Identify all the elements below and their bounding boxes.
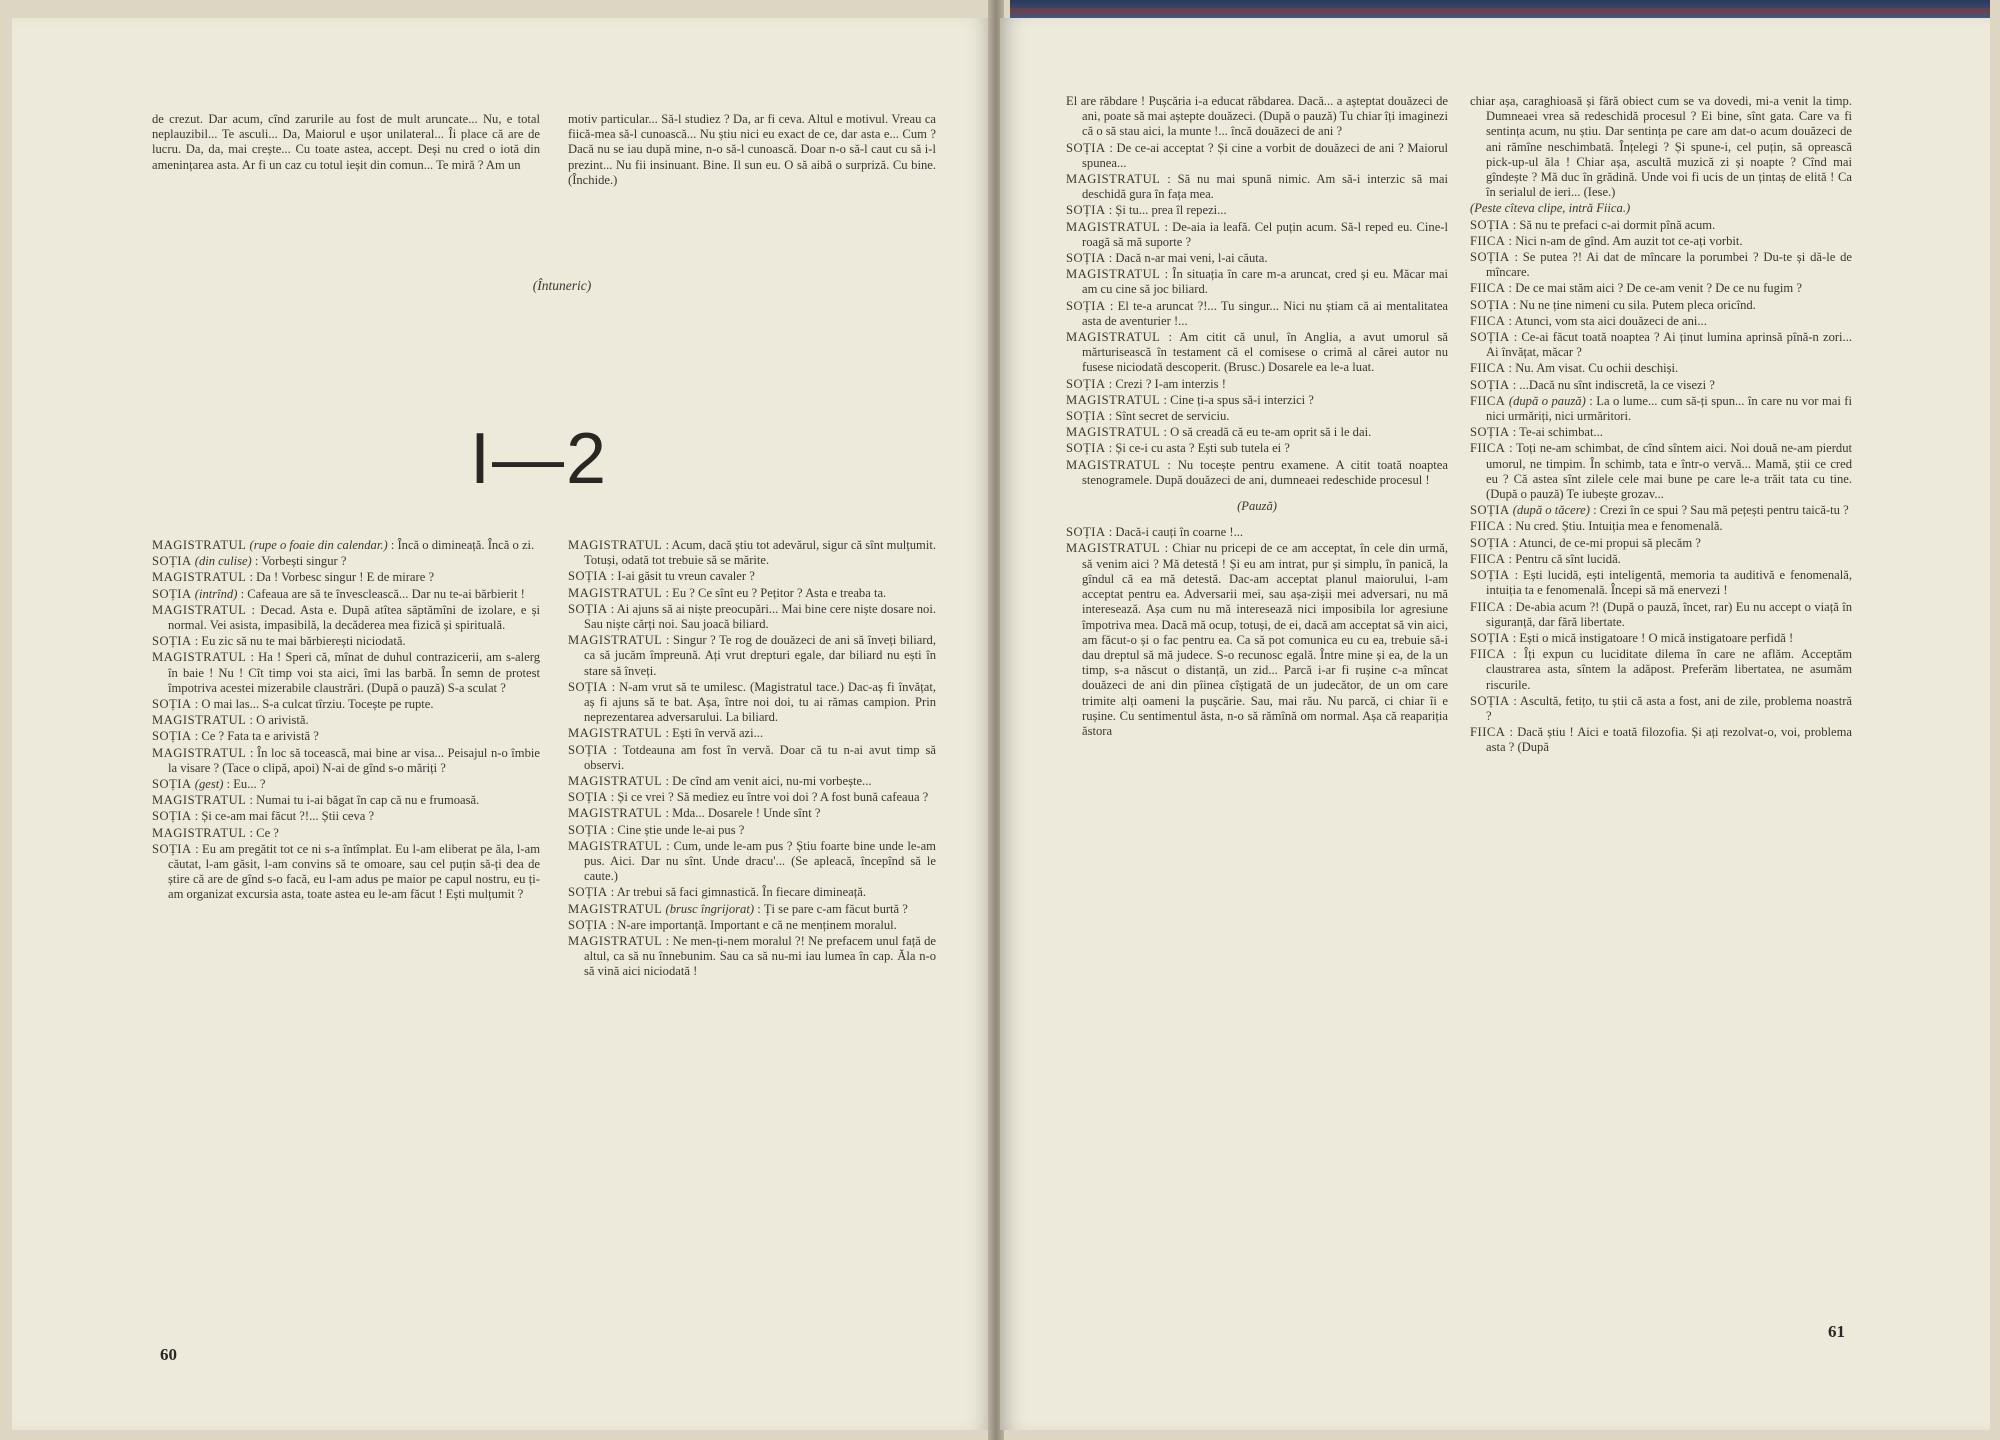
dialogue-text: : Să nu te prefaci c-ai dormit pînă acum. [1512,217,1716,232]
speaker-name: SOȚIA [1066,140,1106,155]
speaker-name: FIICA [1470,725,1506,740]
left-page [12,18,992,1430]
dialogue-line [1470,201,1852,216]
scene-number: I—2 [470,419,609,499]
left-dialogue-column-1 [152,538,540,904]
dialogue-text: : Cum, unde le-am pus ? Știu foarte bine unde le-am pus. Aici. Dar nu sînt. Unde dracu'... (Se apleacă, începînd să le caute.) [584,838,936,884]
dialogue-text: : O arivistă. [249,713,309,728]
dialogue-line [1470,647,1852,693]
dialogue-text: : Ce ? [249,825,279,840]
dialogue-text: : Ți se pare c-am făcut burtă ? [757,901,908,916]
dialogue-text: : De-abia acum ?! (După o pauză, încet, rar) Eu nu accept o viață în siguranță, dar fără libertate. [1486,599,1852,629]
stage-direction: (după o tăcere) [1512,503,1590,518]
dialogue-text: : Ai ajuns să ai niște preocupări... Mai bine cere niște dosare noi. Sau niște cărți noi. Sau joacă biliard. [584,601,936,632]
speaker-name: MAGISTRATUL [1066,172,1161,187]
dialogue-line [152,570,540,585]
dialogue-text: : Singur ? Te rog de douăzeci de ani să înveți biliard, ca să jucăm împreună. Ați vrut drepturi egale, dar biliard nu ești în stare să înveți. [584,633,936,678]
speaker-name: MAGISTRATUL [152,650,247,665]
dialogue-line [1470,519,1852,534]
speaker-name: FIICA [1470,393,1506,408]
stage-direction: (rupe o foaie din calendar.) [249,538,388,552]
speaker-name: MAGISTRATUL [568,934,663,949]
dialogue-line [1470,314,1852,329]
dialogue-text: : Sînt secret de serviciu. [1108,409,1230,424]
dialogue-text: : Eu zic să nu te mai bărbierești niciodată. [194,634,406,649]
dialogue-line [1470,361,1852,376]
dialogue-text: : La o lume... cum să-ți spun... în care nu vor mai fi nici urmăriți, nici urmăritori. [1486,393,1853,424]
dialogue-line [1066,299,1448,329]
dialogue-line [152,809,540,824]
dialogue-text: : Dacă știu ! Aici e toată filozofia. Și ați rezolvat-o, voi, problema asta ? (După [1486,725,1852,755]
speaker-name: FIICA [1470,281,1506,296]
stage-direction-dark: (Întuneric) [532,278,592,293]
dialogue-line [1470,94,1852,200]
stage-direction: (brusc îngrijorat) [665,901,755,916]
dialogue-line [152,842,540,903]
dialogue-line [1066,94,1448,140]
dialogue-line [1066,141,1448,171]
speaker-name: FIICA [1470,441,1506,456]
dialogue-line [568,918,936,933]
dialogue-line [1066,409,1448,424]
speaker-name: SOȚIA [152,586,192,601]
speaker-name: MAGISTRATUL [152,793,247,808]
speaker-name: SOȚIA [1470,693,1510,708]
dialogue-text: : Numai tu i-ai băgat în cap că nu e frumoasă. [249,793,480,808]
dialogue-line [1066,377,1448,392]
dialogue-line [568,774,936,789]
dialogue-text: : Atunci, de ce-mi propui să plecăm ? [1512,535,1701,550]
dialogue-text: : Eu... ? [226,777,266,792]
stage-direction: (gest) [194,777,224,792]
dialogue-line [568,823,936,838]
dialogue-text: : În loc să tocească, mai bine ar visa... Peisajul n-o îmbie la visare ? (Tace o clipă, apoi) N-ai de gînd s-o măriți ? [168,745,540,775]
dialogue-text: : Decad. Asta e. După atîtea săptămîni de izolare, e și normal. Vei asista, impasibilă, la decăderea mea fizică și spirituală. [168,602,541,633]
dialogue-line [152,634,540,649]
dialogue-text: : De-aia ia leafă. Cel puțin acum. Să-l reped eu. Cine-l roagă să mă suporte ? [1082,219,1448,249]
speaker-name: MAGISTRATUL [1066,541,1161,556]
dialogue-text: : De cînd am venit aici, nu-mi vorbește... [665,774,872,789]
dialogue-text: : O mai las... S-a culcat tîrziu. Tocește pe rupte. [194,697,434,712]
page-number: 60 [160,1345,177,1364]
dialogue-text: : Și ce-am mai făcut ?!... Știi ceva ? [194,809,375,824]
stage-direction: (Pauză) [1237,499,1277,514]
speaker-name: MAGISTRATUL [152,825,247,840]
speaker-name: FIICA [1470,551,1506,566]
speaker-name: SOȚIA [152,697,192,712]
dialogue-text: : Acum, dacă știu tot adevărul, sigur că sînt mulțumit. Totuși, odată tot trebuie să se mărite. [584,538,936,568]
dialogue-line [1066,220,1448,250]
speaker-name: MAGISTRATUL [568,585,663,600]
dialogue-line [1470,218,1852,233]
dialogue-line [1066,541,1448,739]
paragraph: motiv particular... Să-l studiez ? Da, ar fi ceva. Altul e motivul. Vreau ca fiică-mea să-l cunoască... Nu știu nici eu exact de ce, dar asta e... Cum ? Dacă nu se iau după mine, n-o să-l cunoască. Doar n-o să-l caut cu să i-l prezint... Nu fii insinuant. Bine. Il sun eu. O să aibă o surpriză. Cu bine. (Închide.) [568,112,936,187]
dialogue-text: : Dacă n-ar mai veni, l-ai căuta. [1108,251,1268,266]
dialogue-line [1470,631,1852,646]
speaker-name: SOȚIA [568,569,608,584]
dialogue-line [152,587,540,602]
dialogue-line [152,746,540,776]
dialogue-line [568,680,936,726]
speaker-name: FIICA [1470,233,1506,248]
dialogue-line [1470,441,1852,502]
dialogue-text: : Cine știe unde le-ai pus ? [610,822,745,837]
dialogue-line [1470,394,1852,424]
speaker-name: SOȚIA [1470,568,1510,583]
dialogue-line [1066,330,1448,376]
dialogue-text: : Și ce vrei ? Să mediez eu între voi doi ? A fost bună cafeaua ? [610,790,929,805]
dialogue-text: : El te-a aruncat ?!... Tu singur... Nici nu știam că ai mentalitatea asta de aventurier !... [1082,298,1448,328]
speaker-name: MAGISTRATUL [152,538,247,552]
dialogue-line [152,729,540,744]
speaker-name: MAGISTRATUL [568,726,663,741]
dialogue-line [568,633,936,679]
dialogue-text: : Dacă-i cauți în coarne !... [1108,525,1244,540]
speaker-name: MAGISTRATUL [1066,219,1161,234]
speaker-name: MAGISTRATUL [568,774,663,789]
dialogue-text: : Da ! Vorbesc singur ! E de mirare ? [249,570,435,585]
speaker-name: MAGISTRATUL [568,806,663,821]
dialogue-text: : De ce-ai acceptat ? Și cine a vorbit de douăzeci de ani ? Maiorul spunea... [1082,140,1448,170]
dialogue-line [152,603,540,633]
dialogue-line [152,554,540,569]
speaker-name: SOȚIA [152,841,192,856]
dialogue-text: : Chiar nu pricepi de ce am acceptat, în cele din urmă, să venim aici ? Mă detestă ! Și eu am intrat, pur și simplu, în panică, la gîndul că ea mă detestă. Dac-am acceptat planul maiorului, l-am acceptat pentru ea. Adversarii mei, sau așa-zișii mei adversari, nu mă interesează. Așa cum nu mă interesează nici imposibila lor agresiune împotriva mea. Dacă mă ocup, totuși, de ei, dacă am acceptat să vin aici, am făcut-o și o fac pentru ea. Ca să pot comunica eu cu ea, trebuie să-i dau dreptul să mă judece. S-o recunosc egală. Între mine și ea, de la un timp, s-a născut o distanță, un zid... Parcă i-ar fi rușine c-a mîncat douăzeci de ani din pîinea cîștigată de un judecător, de un om care trimite alți oameni la pușcărie. Sau, mai rău. Nu parcă, ci chiar îi e rușine. Cu sentimentul ăsta, n-o să rămînă om normal. Așa că reapariția ăstora [1082,541,1448,738]
dialogue-text: : ...Dacă nu sînt indiscretă, la ce visezi ? [1512,377,1715,392]
speaker-name: FIICA [1470,647,1506,662]
speaker-name: FIICA [1470,313,1506,328]
speaker-name: MAGISTRATUL [1066,267,1161,282]
speaker-name: FIICA [1470,599,1506,614]
left-dialogue-column-2 [568,538,936,981]
speaker-name: SOȚIA [1470,535,1510,550]
dialogue-line [1066,525,1448,540]
dialogue-line [1470,330,1852,360]
dialogue-text: : Ești o mică instigatoare ! O mică instigatoare perfidă ! [1512,630,1794,645]
dialogue-text: : Nu ne ține nimeni cu sila. Putem pleca oricînd. [1512,297,1756,312]
dialogue-text: : Pentru că sînt lucidă. [1508,551,1621,566]
stage-direction: (după o pauză) [1508,393,1586,408]
dialogue-line [1470,281,1852,296]
speaker-name: SOȚIA [1470,630,1510,645]
speaker-name: SOȚIA [1470,377,1510,392]
dialogue-text: : Cafeaua are să te învesclească... Dar nu te-ai bărbierit ! [240,586,525,601]
dialogue-text: : Ești lucidă, ești inteligentă, memoria ta auditivă e fenomenală, intuiția ta e fenomenală. Începi să mă enervezi ! [1486,568,1853,598]
dialogue-line [1470,694,1852,724]
dialogue-text: El are răbdare ! Pușcăria i-a educat răbdarea. Dacă... a așteptat douăzeci de ani, poate să mai aștepte douăzeci. (După o pauză) Tu chiar îți imaginezi că o să stau aici, la munte !... încă douăzeci de ani ? [1066,94,1448,139]
dialogue-line [568,806,936,821]
speaker-name: SOȚIA [1066,409,1106,424]
dialogue-line [152,538,540,553]
dialogue-text: : Ha ! Speri că, mînat de duhul contrazicerii, am s-alerg în baie ! Nu ! Cît timp voi sta aici, îmi las barbă. În semn de protest împotriva acestei mizerabile claustrări. (După o pauză) S-a sculat ? [168,650,540,695]
dialogue-line [568,743,936,773]
dialogue-line [568,790,936,805]
speaker-name: SOȚIA [568,679,608,694]
speaker-name: SOȚIA [1470,330,1510,345]
dialogue-text: : În situația în care m-a aruncat, cred și eu. Măcar mai am cu cine să joc biliard. [1082,267,1448,297]
speaker-name: SOȚIA [1066,251,1106,266]
speaker-name: SOȚIA [1066,376,1106,391]
left-top-column-1 [152,112,540,174]
speaker-name: SOȚIA [1470,297,1510,312]
dialogue-text: : Ce ? Fata ta e arivistă ? [194,729,319,744]
dialogue-text: : Ce-ai făcut toată noaptea ? Ai ținut lumina aprinsă pînă-n zori... Ai învățat, măcar ? [1486,330,1853,360]
dialogue-text: : Eu ? Ce sînt eu ? Pețitor ? Asta e treaba ta. [665,585,887,600]
dialogue-text: : Ascultă, fetițo, tu știi că asta a fost, ani de zile, problema noastră ? [1486,693,1852,723]
speaker-name: MAGISTRATUL [1066,425,1161,440]
dialogue-text: : Atunci, vom sta aici douăzeci de ani... [1508,313,1707,328]
speaker-name: SOȚIA [568,885,608,900]
speaker-name: MAGISTRATUL [568,633,663,648]
dialogue-text: : Nu. Am visat. Cu ochii deschiși. [1508,361,1679,376]
dialogue-line [1066,251,1448,266]
dialogue-text: : Și ce-i cu asta ? Ești sub tutela ei ? [1108,441,1290,456]
dialogue-line [568,839,936,885]
dialogue-text: : Am citit că unul, în Anglia, a avut umorul să mărturisească în testament că el comisese o crimă al cărei autor nu fusese niciodată descoperit. (Brusc.) Dosarele ea le-a luat. [1082,330,1448,375]
speaker-name: MAGISTRATUL [1066,457,1161,472]
stage-direction: (din culise) [194,554,252,569]
dialogue-line [1470,568,1852,598]
dialogue-line [152,697,540,712]
dialogue-text: : N-am vrut să te umilesc. (Magistratul tace.) Dac-aș fi învățat, aș fi ajuns să te bat. Așa, între noi doi, tu ai rămas campion. Prin neprezentarea adversarului. La biliard. [584,679,936,725]
dialogue-text: : Se putea ?! Ai dat de mîncare la porumbei ? Du-te și dă-le de mîncare. [1486,250,1853,280]
speaker-name: SOȚIA [152,729,192,744]
dialogue-text: : Totdeauna am fost în vervă. Doar că tu n-ai avut timp să observi. [584,742,936,772]
speaker-name: SOȚIA [1470,217,1510,232]
dialogue-text: : Nu tocește pentru examene. A citit toată noaptea stenogramele. După douăzeci de ani, dumneaei redeschide procesul ! [1082,457,1448,487]
speaker-name: SOȚIA [1470,503,1510,518]
dialogue-line [1470,298,1852,313]
dialogue-text: : Vorbești singur ? [254,554,347,569]
speaker-name: SOȚIA [1470,250,1510,265]
dialogue-line [1066,203,1448,218]
speaker-name: SOȚIA [152,554,192,569]
dialogue-text: : Nici n-am de gînd. Am auzit tot ce-ați vorbit. [1508,233,1743,248]
dialogue-text: : Crezi ? I-am interzis ! [1108,376,1226,391]
dialogue-line [568,538,936,568]
dialogue-line [1066,441,1448,456]
dialogue-text: : Te-ai schimbat... [1512,425,1603,440]
dialogue-line [152,650,540,696]
dialogue-line [152,826,540,841]
dialogue-text: : Eu am pregătit tot ce ni s-a întîmplat. Eu l-am eliberat pe ăla, l-am căutat, l-am găsit, l-am convins să te omoare, sau cel puțin să-ți dea de știre că are de gînd s-o facă, eu l-am adus pe maior pe capul nostru, eu ți-am organizat excursia asta, toate astea eu le-am făcut ! Ești mulțumit ? [168,841,541,902]
dialogue-line [1470,378,1852,393]
right-page [1000,18,1990,1430]
speaker-name: SOȚIA [1470,425,1510,440]
dialogue-text: : Toți ne-am schimbat, de cînd sîntem aici. Noi două ne-am pierdut umorul, ne timpim. În schimb, tata e într-o vervă... Mamă, știi ce cred eu ? Că astea sînt zilele cele mai bune pe care le-a trăit tata cu tine. (După o pauză) Te iubește grozav... [1486,441,1852,502]
stage-direction: (intrînd) [194,586,238,601]
speaker-name: SOȚIA [1066,298,1106,313]
speaker-name: SOȚIA [568,601,608,616]
dialogue-text: : O să creadă că eu te-am oprit să i le dai. [1163,425,1372,440]
dialogue-text: : Ne men-ți-nem moralul ?! Ne prefacem unul față de altul, ca să nu înnebunim. Sau ca să nu-mi iau lumea în cap. Ăla n-o să vină aici niciodată ! [584,934,936,979]
dialogue-line [568,934,936,980]
dialogue-line [152,777,540,792]
speaker-name: FIICA [1470,519,1506,534]
speaker-name: SOȚIA [1066,525,1106,540]
dialogue-line [1066,172,1448,202]
left-top-column-2 [568,112,936,189]
dialogue-line [568,569,936,584]
dialogue-line [1470,725,1852,755]
speaker-name: FIICA [1470,361,1506,376]
dialogue-text: chiar așa, caraghioasă și fără obiect cum se va dovedi, mi-a venit la timp. Dumneaei vrea să redeschidă procesul ? Ei bine, sînt gata. Care va fi sentința acum, nu știu. Dar sentința pe care am dat-o acum douăzeci de ani rămîne neschimbată. Înțelegi ? Și spune-i, cel puțin, să oprească pick-up-ul ăla ! Chiar așa, ascultă muzică zi și noapte ? Cînd mai gîndește ? Mă duc în grădină. Unde voi fi ucis de un țintaș de elită ! Ca în serialul de ieri... (Iese.) [1470,94,1852,200]
dialogue-line [1066,267,1448,297]
speaker-name: MAGISTRATUL [1066,330,1161,345]
speaker-name: SOȚIA [568,917,608,932]
dialogue-text: : I-ai găsit tu vreun cavaler ? [610,569,755,584]
speaker-name: SOȚIA [152,809,192,824]
dialogue-text: : N-are importanță. Important e că ne menținem moralul. [610,917,897,932]
dialogue-text: : Și tu... prea îl repezi... [1108,203,1227,218]
dialogue-line [1470,600,1852,630]
dialogue-text: : Mda... Dosarele ! Unde sînt ? [665,806,821,821]
dialogue-line [568,885,936,900]
speaker-name: MAGISTRATUL [152,713,247,728]
dialogue-line [152,713,540,728]
dialogue-line [1470,503,1852,518]
dialogue-line [568,902,936,917]
dialogue-line [1470,425,1852,440]
speaker-name: SOȚIA [152,634,192,649]
speaker-name: MAGISTRATUL [568,901,663,916]
dialogue-line [1066,425,1448,440]
dialogue-text: : Cine ți-a spus să-i interzici ? [1163,392,1314,407]
speaker-name: MAGISTRATUL [1066,392,1161,407]
dialogue-line [1066,489,1448,524]
speaker-name: MAGISTRATUL [568,538,663,552]
speaker-name: MAGISTRATUL [152,602,247,617]
stage-direction: (Peste cîteva clipe, intră Fiica.) [1470,201,1631,216]
dialogue-text: : Încă o dimineață. Încă o zi. [390,538,535,552]
speaker-name: SOȚIA [1066,441,1106,456]
page-number: 61 [1828,1322,1845,1341]
dialogue-line [1470,536,1852,551]
speaker-name: SOȚIA [1066,203,1106,218]
right-dialogue-column-1 [1066,94,1448,740]
dialogue-line [568,726,936,741]
dialogue-text: : Crezi în ce spui ? Sau mă pețești pentru taică-tu ? [1593,503,1849,518]
dialogue-line [1066,458,1448,488]
speaker-name: MAGISTRATUL [152,745,247,760]
paragraph: de crezut. Dar acum, cînd zarurile au fost de mult aruncate... Nu, e total neplauzibil... Te asculi... Da, Maiorul e ușor unilateral... Îi place că are de lucru. Da, da, mai crește... Cu toate astea, accept. Deși nu cred o iotă din amenințarea asta. Ar fi un caz cu totul ieșit din comun... Te miră ? Am un [152,112,540,172]
dialogue-line [1470,234,1852,249]
speaker-name: SOȚIA [152,777,192,792]
dialogue-line [1470,250,1852,280]
dialogue-line [1066,393,1448,408]
speaker-name: MAGISTRATUL [152,570,247,585]
dialogue-text: : Nu cred. Știu. Intuiția mea e fenomenală. [1508,519,1723,534]
dialogue-text: : Să nu mai spună nimic. Am să-i interzic să mai deschidă gura în fața mea. [1082,172,1448,202]
dialogue-text: : Ar trebui să faci gimnastică. În fiecare dimineață. [610,885,867,900]
dialogue-line [568,602,936,632]
speaker-name: SOȚIA [568,742,608,757]
dialogue-text: : De ce mai stăm aici ? De ce-am venit ? De ce nu fugim ? [1508,281,1802,296]
speaker-name: MAGISTRATUL [568,838,663,853]
book-cover-trim [1010,8,1990,14]
dialogue-line [1470,552,1852,567]
dialogue-line [568,586,936,601]
speaker-name: SOȚIA [568,790,608,805]
dialogue-text: : Ești în vervă azi... [665,726,764,741]
speaker-name: SOȚIA [568,822,608,837]
right-dialogue-column-2 [1470,94,1852,757]
dialogue-line [152,793,540,808]
dialogue-text: : Îți expun cu luciditate dilema în care ne aflăm. Acceptăm claustrarea asta, sîntem la adăpost. Preferăm libertatea, ne asumăm riscurile. [1486,647,1852,692]
